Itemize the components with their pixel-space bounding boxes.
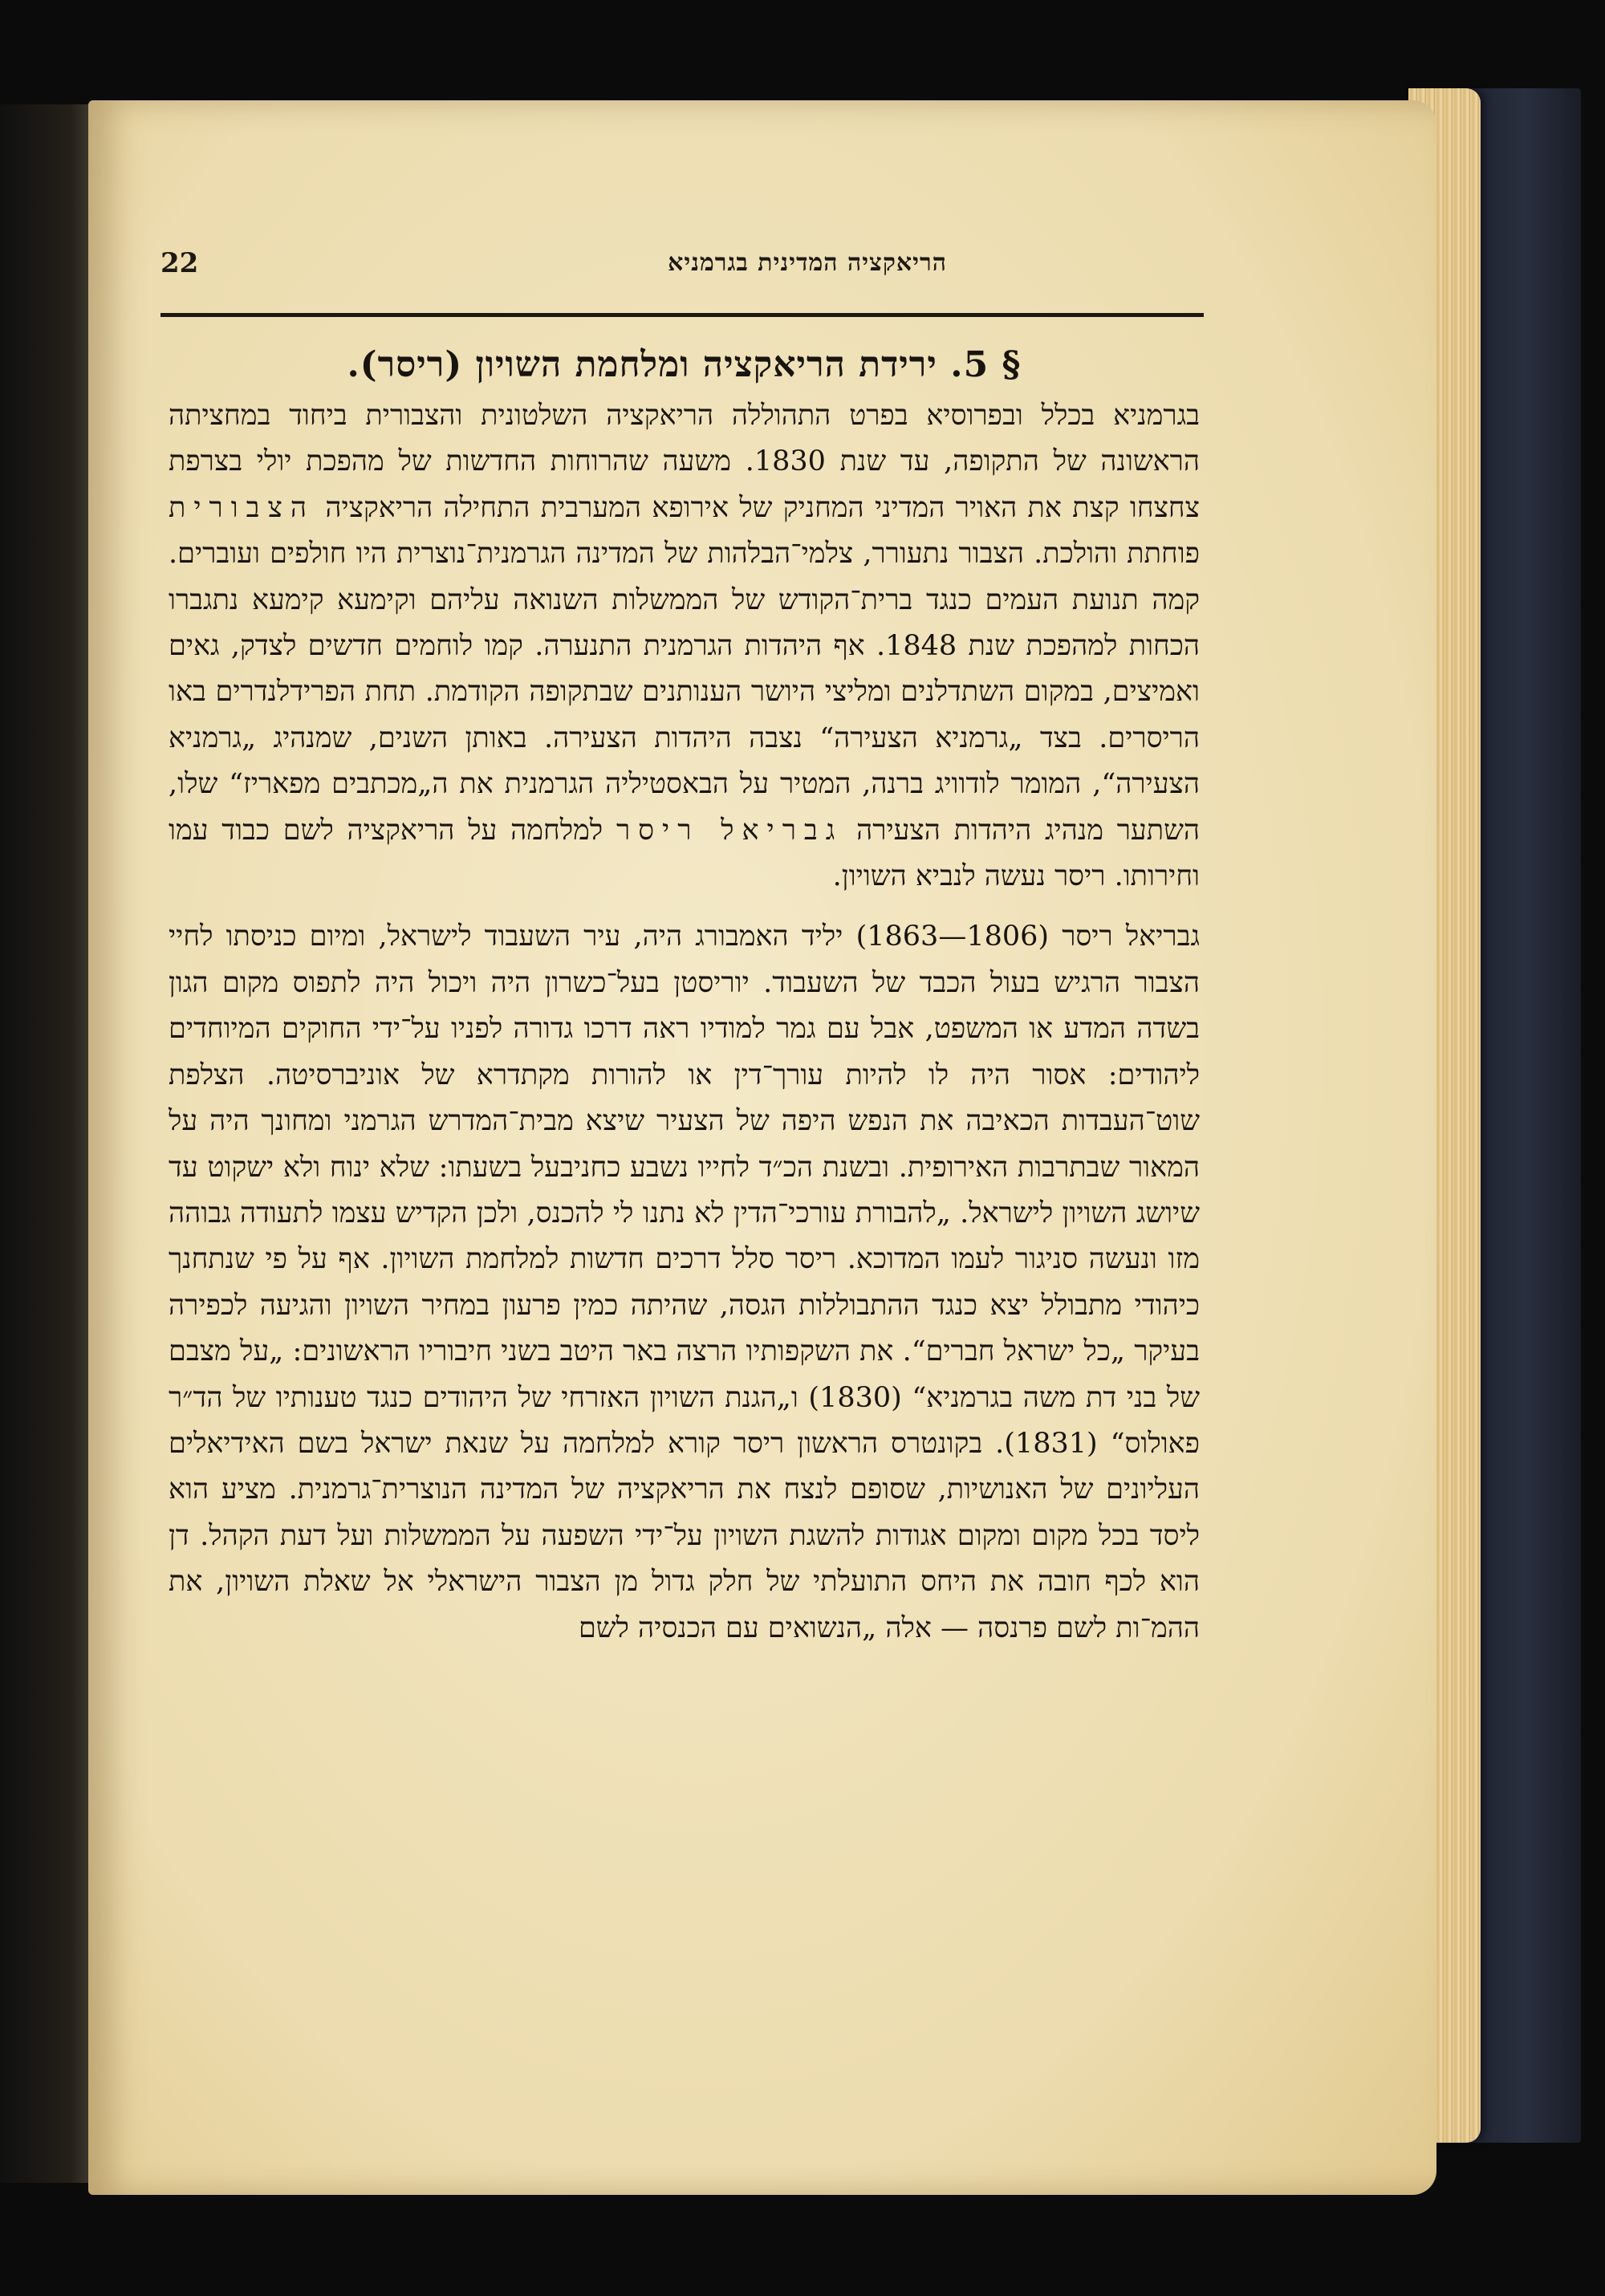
book-cover-left: [0, 104, 88, 2183]
running-head: [160, 241, 1196, 289]
header-rule: [160, 313, 1204, 317]
page-number: 22: [160, 247, 199, 279]
paragraph-1-part-b: פוחתת והולכת. הצבור נתעורר, צלמי־הבלהות של המדינה הגרמנית־נוצרית היו חולפים ועוברים. קמה תנועת העמים כנגד ברית־הקודש של הממשלות השנואה עליהם וקימעא קימעא נתגברו הכחות למהפכת שנת 1848. אף היהדות הגרמנית התנערה. קמו לוחמים חדשים לצדק, גאים ואמיצים, במקום השתדלנים ומליצי היושר הענותנים שבתקופה הקודמת. תחת הפרידלנדרים באו הריסרים. בצד „גרמניא הצעירה“ נצבה היהדות הצעירה. באותן השנים, שמנהיג „גרמניא הצעירה“, המומר לודוויג ברנה, המטיר על הבאסטיליה הגרמנית את ה„מכתבים מפאריז“ שלו, השתער מנהיג היהדות הצעירה: [169, 538, 1200, 847]
section-heading: § 5. ירידת הריאקציה ומלחמת השויון (ריסר).: [347, 344, 1022, 385]
running-head-title: הריאקציה המדינית בגרמניא: [668, 249, 947, 277]
spaced-name: גבריאל ריסר: [616, 814, 843, 847]
paragraph-1-part-c: למלחמה על הריאקציה לשם כבוד עמו וחירותו. ריסר נעשה לנביא השויון.: [169, 814, 1200, 893]
paragraph-1-part-a: בגרמניא בכלל ובפרוסיא בפרט התהוללה הריאקציה השלטונית והצבורית ביחוד במחציתה הראשונה של התקופה, עד שנת 1830. משעה שהרוחות החדשות של מהפכת יולי בצרפת צחצחו קצת את האויר המדיני המחניק של אירופא המערבית התחילה הריאקציה: [169, 400, 1201, 524]
spaced-word: הצבורית: [169, 491, 315, 524]
paragraph-2: גבריאל ריסר (1806—1863) יליד האמבורג היה, עיר השעבוד לישראל, ומיום כניסתו לחיי הצבור הרגיש בעול הכבד של השעבוד. יוריסטן בעל־כשרון היה ויכול היה לתפוס מקום הגון בשדה המדע או המשפט, אבל עם גמר למודיו ראה דרכו גדורה לפניו על־ידי החוקים המיוחדים ליהודים: אסור היה לו להיות עורך־דין או להורות מקתדרא של אוניברסיטה. הצלפת שוט־העבדות הכאיבה את הנפש היפה של הצעיר שיצא מבית־המדרש הגרמני ומחונך היה על המאור שבתרבות האירופית. ובשנת הכ״ד לחייו נשבע כחניבעל בשעתו: שלא ינוח ולא ישקוט עד שיושג השויון לישראל. „להבורת עורכי־הדין לא נתנו לי להכנס, ולכן הקדיש עצמו לתעודה גבוהה מזו ונעשה סניגור לעמו המדוכא. ריסר סלל דרכים חדשות למלחמת השויון. אף על פי שנתחנך כיהודי מתבולל יצא כנגד ההתבוללות הגסה, שהיתה כמין פרעון במחיר השויון והגיעה לכפירה בעיקר „כל ישראל חברים“. את השקפותיו הרצה באר היטב בשני חיבוריו הראשונים: „על מצבם של בני דת משה בגרמניא“ (1830) ו„הגנת השויון האזרחי של היהודים כנגד טענותיו של הד״ר פאולוס“ (1831). בקונטרס הראשון ריסר קורא למלחמה על שנאת ישראל בשם האידיאלים העליונים של האנושיות, שסופם לנצח את הריאקציה של המדינה הנוצרית־גרמנית. מציע הוא ליסד בכל מקום ומקום אגודות להשגת השויון על־ידי השפעה על הממשלות ועל דעת הקהל. דן הוא לכף חובה את היחס התועלתי של חלק גדול מן הצבור הישראלי אל שאלת השויון, את ההמ־ות לשם פרנסה — אלה „הנשואים עם הכנסיה לשם: [169, 920, 1201, 1644]
text-block: [169, 337, 1200, 2103]
paragraph-1: [169, 393, 1200, 900]
book-cover-right: [1469, 88, 1581, 2143]
